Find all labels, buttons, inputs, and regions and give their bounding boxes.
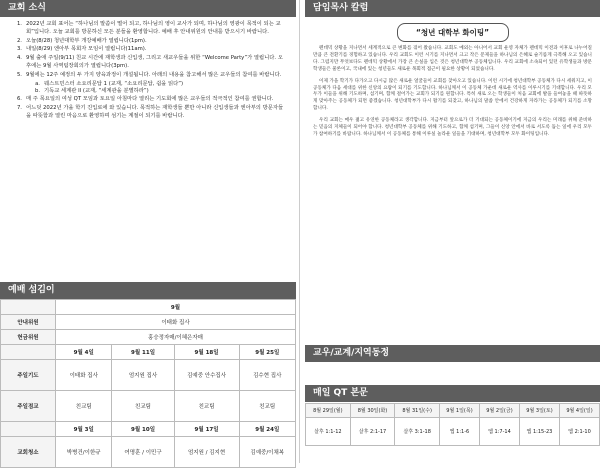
month-label: 9월 bbox=[56, 300, 296, 315]
date-cell: 9월 10일 bbox=[112, 422, 174, 437]
qt-text: 엡 1:15-23 bbox=[519, 418, 559, 446]
church-news-column bbox=[0, 0, 296, 463]
notice-list bbox=[0, 17, 296, 121]
notice-subitem: a. 웨스트민스터 소요리문답 1 (교재, “소요리문답, 쉽을 읽다”) bbox=[35, 80, 184, 87]
table-cell: 김예중 안수집사 bbox=[174, 360, 239, 391]
date-cell: 9월 4일 bbox=[56, 345, 112, 360]
notice-item: 5. 9월에는 12주 예정의 두 가지 양육과정이 개설됩니다. 아래의 내용을 참고해서 많은 교우들의 참여를 바랍니다. bbox=[16, 71, 282, 78]
table-cell: 친교팀 bbox=[174, 391, 239, 422]
notice-item: 1. 2022년 교회 표어는 “하나님의 말씀이 떨어 되고, 하나님의 영이 교사가 되며, 하나님의 영광이 목적이 되는 교회”입니다. 오늘 교회를 방문하신 모든 분들을 환영합니다. 예배 후 안내위원의 안내를 받으시기 바랍니다. bbox=[16, 21, 281, 35]
community-news-header: 교우/교계/지역동정 bbox=[305, 345, 600, 362]
qt-day: 9월 4일(일) bbox=[559, 404, 599, 418]
column-title: “청년 대학부 화이팅” bbox=[397, 23, 509, 42]
table-cell: 이태화 집사 bbox=[56, 315, 296, 330]
column-paragraph: 이제 가을 학기가 다가오고 다시금 많은 새로운 얼굴들이 교회를 찾아오고 있습니다. 이런 시기에 청년대학부 공동체가 다시 세워지고, 이 공동체가 다음 세대를 위한 신앙의 요람이 되기를 기도합니다. 하나님께서 이 공동체 가운데 새로운 역사를 이루시기를 기대합니다. 우리 모두가 이들을 위해 기도하며, 섬기며, 함께 걸어가는 교회가 되기를 원합니다. 특히 새로 오는 학생들이 처음 교회에 발을 들여놓을 때 따뜻하게 맞아주는 공동체가 되면 좋겠습니다. 청년대학부가 다시 활기를 되찾고, 하나님의 말씀 안에서 건강하게 자라가는 공동체가 되기를 소망합니다. bbox=[313, 78, 592, 112]
daily-qt-table bbox=[305, 403, 600, 446]
qt-text: 살후 3:1-18 bbox=[395, 418, 440, 446]
qt-day: 8월 30일(화) bbox=[350, 404, 395, 418]
row-label: 안내위원 bbox=[1, 315, 56, 330]
column-divider bbox=[299, 0, 300, 463]
qt-day: 8월 29일(월) bbox=[306, 404, 351, 418]
notice-item: 7. 어느덧 2022년 가을 학기 진입로에 와 있습니다. 목적하는 재학생들 뿐만 아니라 신입생들과 엔아부의 방문자들을 따뜻함과 열린 마음으로 환영하며 섬기는 계절이 되기를 바랍니다. bbox=[16, 104, 284, 119]
column-paragraph: 펜데믹 상황을 지나면서 세계적으로 큰 변화를 겪어 왔습니다. 교회도 예외는 아니어서 교회 운영 자체가 펜데믹 이전과 이후로 나누어질 만큼 큰 전환기를 경험하고 있습니다. 우리 교회도 이런 시기를 지나면서 크고 작은 문제들을 하나님의 은혜로 슬기롭게 극복해 오고 있습니다. 그럼지만 무엇보다도 펜데믹 상황에서 가장 큰 손실을 입은 것은 청년대학부 공동체입니다. 우리 교회에 소속되어 있던 유학생들과 방문 학생들은 물론이고, 국내에 있는 청년들도 새로운 목회적 접근이 필요한 상황이 되었습니다. bbox=[313, 46, 592, 72]
notice-item: 4. 9월 출애 주일(9/11) 친교 시간에 재학생과 신입생, 그리고 새교우들을 위한 “Welcome Party”가 열립니다. 오후에는 9월 사역팀장회의가 열립니다(3pm). bbox=[16, 55, 283, 69]
table-cell: 이태화 집사 bbox=[56, 360, 112, 391]
qt-day: 9월 2일(금) bbox=[479, 404, 519, 418]
table-cell: 친교팀 bbox=[239, 391, 295, 422]
column-body bbox=[305, 46, 600, 139]
church-news-header: 교회 소식 bbox=[0, 0, 296, 17]
table-cell: 박병건/이한규 bbox=[56, 437, 112, 468]
daily-qt-header: 매일 QT 본문 bbox=[305, 385, 600, 402]
row-label: 헌금위원 bbox=[1, 330, 56, 345]
table-cell: 여명훈 / 이민구 bbox=[112, 437, 174, 468]
table-cell: 친교팀 bbox=[112, 391, 174, 422]
qt-day: 9월 1일(목) bbox=[439, 404, 479, 418]
qt-day: 9월 3일(토) bbox=[519, 404, 559, 418]
date-cell: 9월 3일 bbox=[56, 422, 112, 437]
date-cell: 9월 24일 bbox=[239, 422, 295, 437]
table-cell: 홍승정자매/이혜은자매 bbox=[56, 330, 296, 345]
notice-item: 2. 오늘(8/28) 청년대학부 개강예배가 열립니다(1pm). bbox=[16, 37, 147, 44]
column-paragraph: 우리 교회는 매우 젊고 유연한 공동체라고 생각합니다. 지금부터 앞으로가 더 기대되는 공동체이기에 지금의 우리는 미래를 위해 준비하는 믿음의 지체들이 되어야 합니다. 청년대학부 공동체를 위해 기도하고, 함께 섬기며, 그들이 신앙 안에서 바로 서도록 돕는 일에 우리 모두가 참여하기를 바랍니다. 하나님께서 이 공동체를 통해 이루실 놀라운 일들을 기대하며, 청년대학부 모두 화이팅입니다. bbox=[313, 118, 592, 137]
table-cell: 엄지원 집사 bbox=[112, 360, 174, 391]
row-label: 주일기도 bbox=[1, 360, 56, 391]
table-cell: 친교팀 bbox=[56, 391, 112, 422]
pastor-column-header: 담임목사 칼럼 bbox=[305, 0, 600, 17]
worship-servers-table bbox=[0, 299, 296, 468]
pastor-column bbox=[305, 0, 600, 463]
notice-item: 3. 내일(8/29) 엔아부 목회자 모임이 열립니다(11am). bbox=[16, 46, 147, 53]
notice-item: 6. 매 주 목요일의 여성 QT 모임과 토요일 아침마다 열리는 기도회에 많은 교우들의 적극적인 참여를 권합니다. bbox=[16, 96, 274, 103]
notice-subitem: b. 기독교 세계관 II (교재, “세계관을 분별하라”) bbox=[34, 88, 149, 95]
table-cell: 엄지원 / 김지현 bbox=[174, 437, 239, 468]
date-cell: 9월 18일 bbox=[174, 345, 239, 360]
date-cell: 9월 25일 bbox=[239, 345, 295, 360]
qt-day: 8월 31일(수) bbox=[395, 404, 440, 418]
row-label: 주일점교 bbox=[1, 391, 56, 422]
qt-text: 살후 2:1-17 bbox=[350, 418, 395, 446]
qt-text: 엡 2:1-10 bbox=[559, 418, 599, 446]
row-label: 교회청소 bbox=[1, 437, 56, 468]
qt-text: 엡 1:7-14 bbox=[479, 418, 519, 446]
table-cell: 김수현 집사 bbox=[239, 360, 295, 391]
worship-servers-header: 예배 섬김이 bbox=[0, 282, 296, 299]
table-cell: 김예중/이채복 bbox=[239, 437, 295, 468]
date-cell: 9월 11일 bbox=[112, 345, 174, 360]
qt-text: 살후 1:1-12 bbox=[306, 418, 351, 446]
qt-text: 엡 1:1-6 bbox=[439, 418, 479, 446]
worship-servers-section bbox=[0, 282, 296, 468]
date-cell: 9월 17일 bbox=[174, 422, 239, 437]
